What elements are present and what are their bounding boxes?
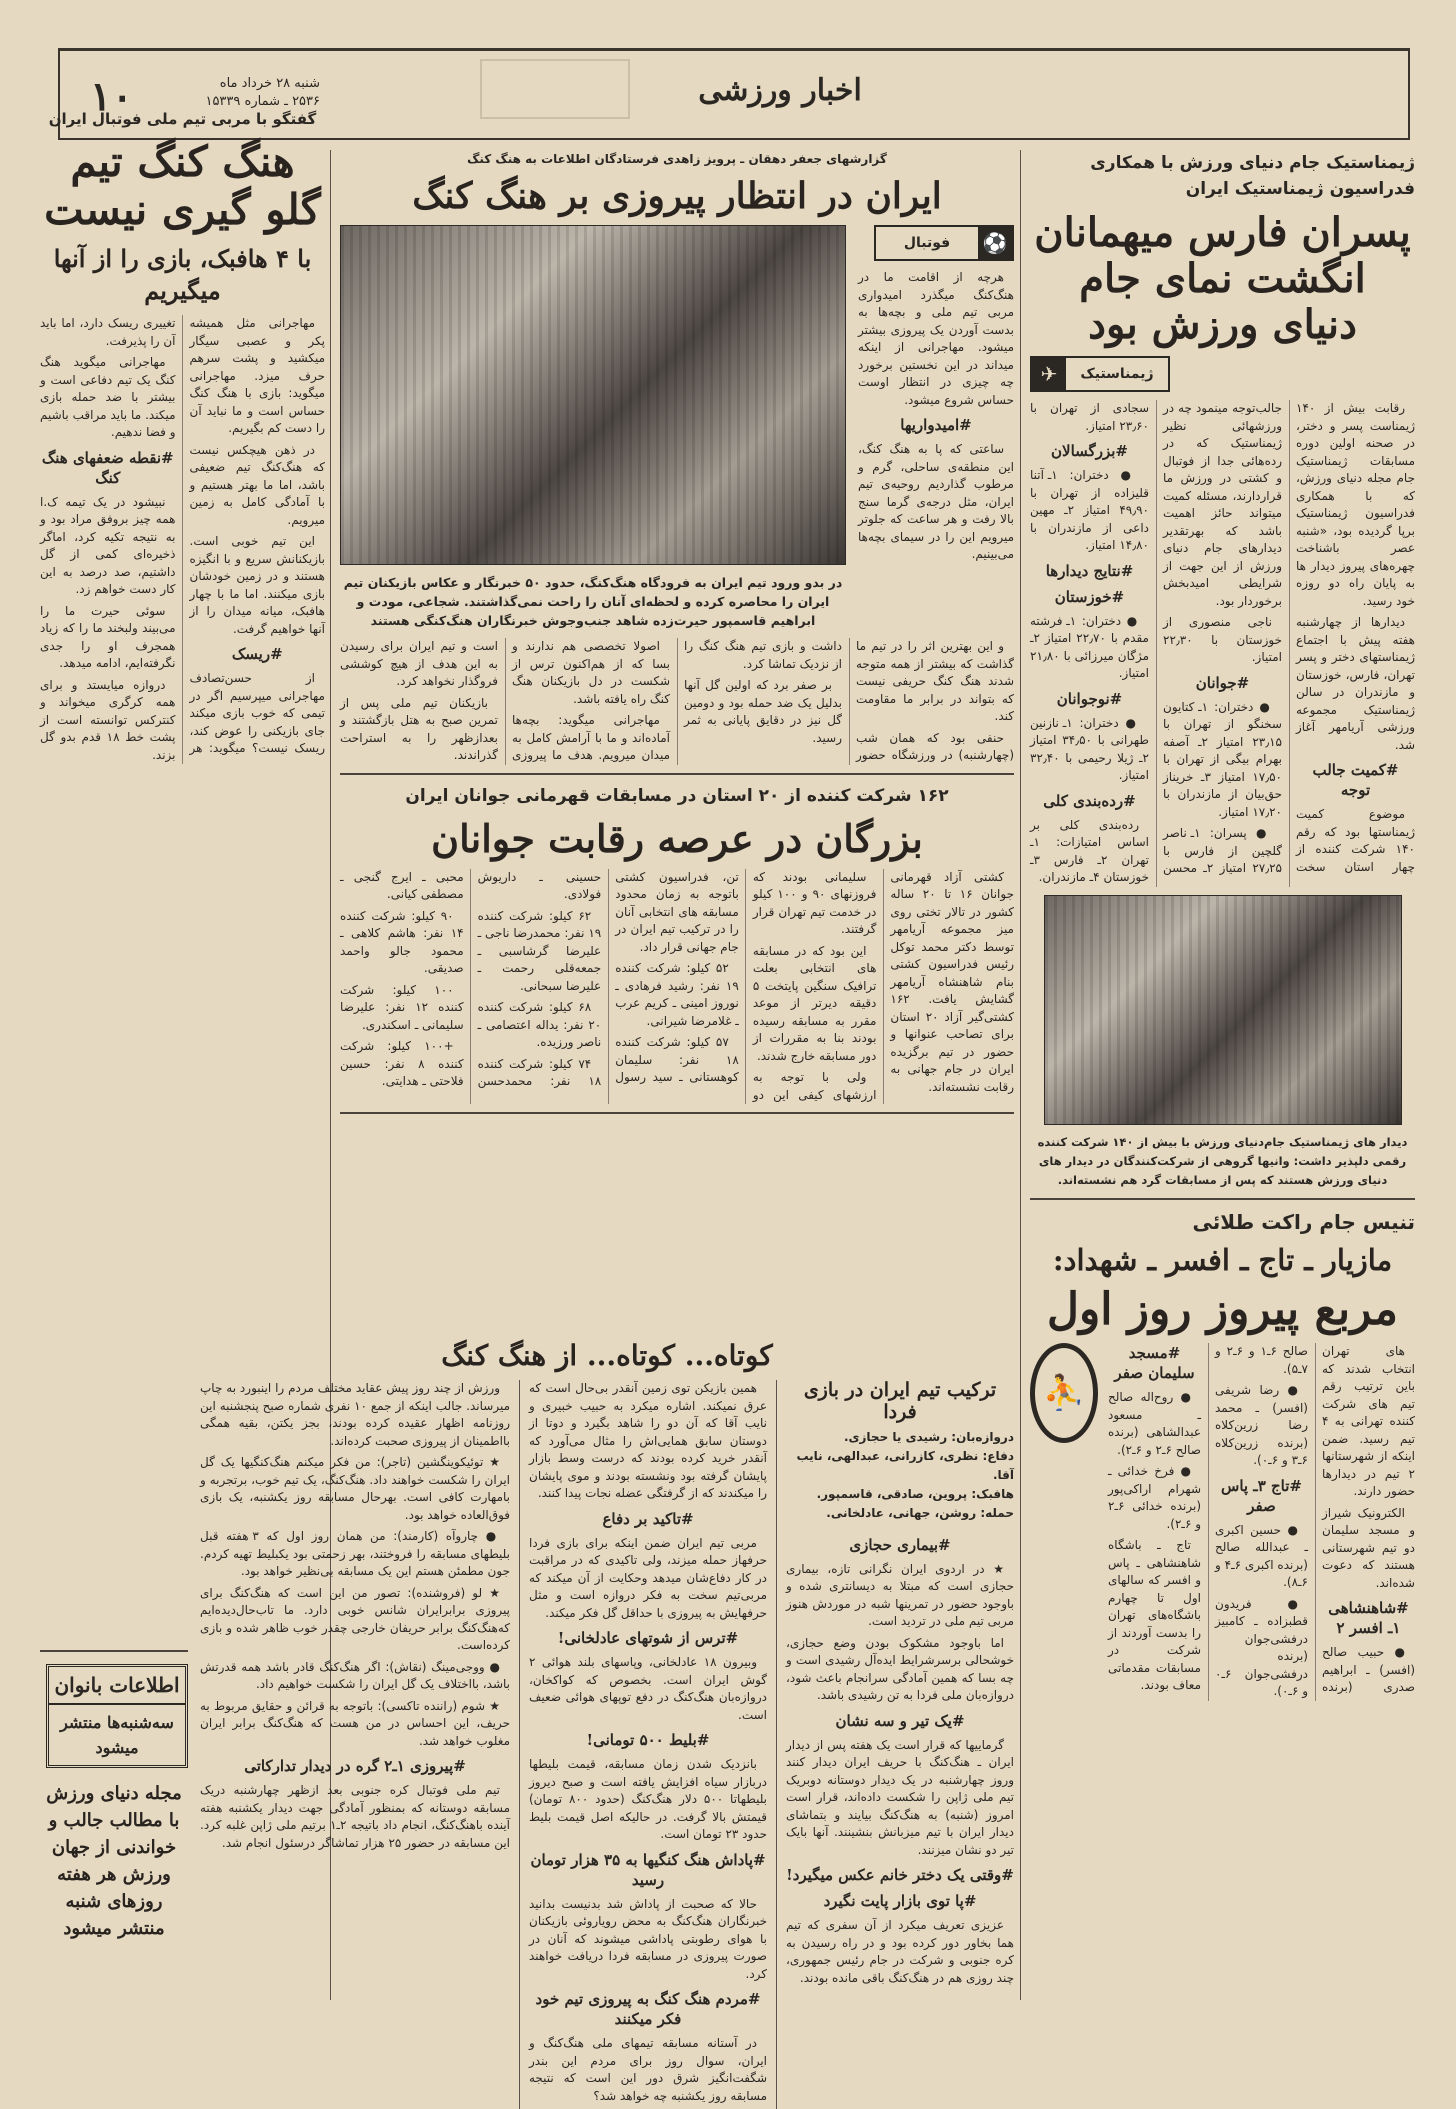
- subheading: #نتایج دیدارها: [1045, 561, 1134, 580]
- paragraph: ● پسران: ۱ـ ناصر گلچین از فارس با ۲۷٫۲۵ امتیاز ۲ـ محسن سجادی از تهران با ۲۳٫۶۰ امتیاز.: [1030, 401, 1283, 875]
- paragraph: ★ شوم (راننده تاکسی): باتوجه به قرائن و حقایق مربوط به حریف، این احساس در من هست که هنگ‌کنگ برابر ایران مغلوب خواهد شد.: [200, 1698, 510, 1748]
- football-headline: ایران در انتظار پیروزی بر هنگ کنگ: [412, 175, 942, 217]
- paragraph: الکترونیک شیراز و مسجد سلیمان دو تیم شهرستانی هستند که دعوت شده‌اند.: [1322, 1505, 1415, 1590]
- paragraph: موضوع کمیت ژیمناستها بود که رقم ۱۴۰ شرکت کننده از چهار استان سخت جالب‌توجه مینمود چه در ورزشهائی نظیر ژیمناستیک که در رده‌هائی جدا از فوتبال و کشتی در ورزش ما قراردارند، مسئله کمیت میتواند حائز اهمیت باشد که بهرتقدیر دیدارهای جام دنیای ورزش از این جهت از شرایطی امید‌بخش برخوردار بود.: [1163, 401, 1415, 874]
- paragraph: ساعتی که پا به هنگ کنگ، این منطقه‌ی ساحلی، گرم و مرطوب گذاردیم روحیه‌ی تیم ایران، مثل درجه‌ی گرما سنج بالا رفت و هر ساعت که جلوتر میرویم این را در سیمای بچه‌ها می‌بینیم.: [858, 442, 1014, 562]
- paragraph: ★ در اردوی ایران نگرانی تازه، بیماری حجازی است که مبتلا به دیسانتری شده و باوجود حضور در تمرینها شبه در موردش هنوز مربی تیم ملی در تردید است.: [786, 1561, 1014, 1629]
- section-label-football: [874, 225, 1014, 261]
- tennis-headline-2: مربع پیروز روز اول: [1047, 1283, 1398, 1335]
- paragraph: سلیمانی بودند که فروزنهای ۹۰ و ۱۰۰ کیلو در خدمت تیم تهران قرار گرفتند.: [752, 869, 877, 937]
- wrestling-headline: بزرگان در عرصه رقابت جوانان: [431, 815, 923, 861]
- paragraph: مهاجرانی مثل همیشه پکر و عصبی سیگار میکشید و پشت سرهم حرف میزد. مهاجرانی میگوید: بازی با هنگ کنگ حساس است و ما نباید آن را دست کم بگیریم.: [189, 316, 325, 436]
- center-region: [340, 150, 1014, 1114]
- subheading: #بیماری حجازی: [849, 1535, 951, 1554]
- subheading: #مسجد سلیمان صفر: [1114, 1344, 1195, 1383]
- gymnastics-kicker: [1030, 150, 1415, 202]
- paragraph: ۵۲ کیلو: شرکت کننده ۱۹ نفر: رشید فرهادی ـ نوروز امینی ـ کریم عرب ـ غلامرضا شیرانی.: [615, 961, 739, 1028]
- paragraph: ● دختران: ۱ـ آتنا قلیزاده از تهران با ۴۹٫۹۰ امتیاز ۲ـ مهین داعی از مازندران با ۱۴٫۸۰ امتیاز.: [1030, 468, 1149, 552]
- shorts-column-1: [786, 1529, 1014, 1992]
- football-player-icon: ⚽: [978, 227, 1012, 259]
- interview-subheadline: با ۴ هافبک، بازی را از آنها میگیریم: [53, 243, 312, 305]
- football-byline: گزارشهای جعفر دهقان ـ پرویز زاهدی فرستادگان اطلاعات به هنگ کنگ: [467, 152, 887, 166]
- paragraph: اصولا تخصصی هم ندارند و بسا که از هم‌اکنون ترس از شکست در دل بازیکنان هنگ کنگ راه یافته باشد.: [512, 639, 670, 706]
- interview-kicker: گفتگو با مربی تیم ملی فوتبال ایران: [48, 110, 317, 128]
- paragraph: مهاجرانی میگوید هنگ کنگ یک تیم دفاعی است و بیشتر با ضد حمله بازی میکند. ما باید مراقب باشیم و فضا ندهیم.: [40, 355, 176, 440]
- paragraph: رده‌بندی کلی بر اساس امتیازات: ۱ـ تهران ۲ـ فارس ۳ـ خوزستان ۴ـ مازندران.: [1030, 817, 1149, 884]
- subheading: #مردم هنگ کنگ به پیروزی تیم خود فکر میکنند: [535, 1990, 761, 2029]
- paragraph: ناجی منصوری از خوزستان با ۲۲٫۳۰ امتیاز.: [1163, 615, 1282, 664]
- gymnastics-article: [1030, 400, 1415, 887]
- football-photo-block: [340, 225, 846, 630]
- subheading: #وقتی یک دختر خانم عکس میگیرد!: [786, 1866, 1014, 1885]
- kicker-line: فدراسیون ژیمناستیک ایران: [1185, 179, 1415, 199]
- column-divider: [519, 1380, 520, 2109]
- paragraph: همین بازیکن توی زمین آنقدر بی‌حال است که عرق نمیکند. اشاره میکرد به حبیب خبیری و نایب آقا که آن دو را شاهد بگیرد و دوتا از دوستان سابق همایی‌اش را مثال می‌آورد که آنقدر خرید کرده بودند که درست وسط بازار پایشان گرفته بود ونشسته بودند و موی پایشان را میکندند که از گرفتگی عضله نجات پیدا کنند.: [529, 1381, 767, 1501]
- paragraph: و این بهترین اثر را در تیم ما گذاشت که بیشتر از همه متوجه شدند هنگ کنگ حریفی نیست که بتواند در برابر ما مقاومت کند.: [856, 639, 1014, 724]
- subheading: #تاکید بر دفاع: [602, 1509, 694, 1528]
- paragraph: ۶۸ کیلو: شرکت کننده ۲۰ نفر: یداله اعتصامی ـ ناصر ورزیده.: [477, 1000, 602, 1050]
- subheading: #نوجوانان: [1056, 689, 1123, 708]
- paragraph: اما باوجود مشکوک بودن وضع حجازی، خوشحالی برسرشرایط ایده‌آل رشیدی است و چه بسا که همین آمادگی سرانجام باعث شود، دروازه‌بان ملی فردا به تن رشیدی باشد.: [786, 1635, 1014, 1703]
- paragraph: ● دختران: ۱ـ کتایون سخنگو از تهران با ۲۳٫۱۵ امتیاز ۲ـ آصفه بهرام بیگی از تهران با ۱۷٫۵۰ امتیاز ۳ـ خریناز حق‌بیان از مازندران با ۱۷٫۲۰ امتیاز.: [1163, 699, 1283, 819]
- interview-region: [40, 108, 325, 764]
- paragraph: تاج ـ باشگاه شاهنشاهی ـ پاس و افسر که سالهای اول تا چهارم باشگاه‌های تهران را بدست آوردند از شرکت در مسابقات مقدماتی معاف بودند.: [1108, 1538, 1201, 1693]
- ad-title: اطلاعات بانوان: [49, 1667, 185, 1705]
- iran-team-arrival-photo: [340, 225, 846, 565]
- paragraph: بانزدیک شدن زمان مسابقه، قیمت بلیطها دربازار سیاه افزایش یافته است و صبح دیروز بلیطهاتا ۵۰۰ دلار هنگ‌کنگ (حدود ۸۰۰ تومان) قیمتش بالا گرفت. در حالیکه اصل قیمت بلیط حدود ۲۳ تومان است.: [529, 1757, 768, 1842]
- paragraph: تیم ملی فوتبال کره جنوبی بعد ازظهر چهارشنبه دریک مسابقه دوستانه که بمنظور آمادگی جهت دیدار یکشنبه هفته آینده باهنگ‌کنگ، انجام داد باتیجه ۲ـ۱ برتیم ملی ژاپن غلبه کرد. این مسابقه در حضور ۲۵ هزار تماشاگر درسئول انجام شد.: [200, 1783, 511, 1850]
- lineup-box: [786, 1380, 1014, 1523]
- wrestling-article: [340, 869, 1014, 1105]
- tennis-headline-1: مازیار ـ تاج ـ افسر ـ شهداد:: [1052, 1242, 1393, 1277]
- subheading: #شاهنشاهی ۱ـ افسر ۲: [1328, 1599, 1409, 1638]
- issue-number: ۲۵۳۶ ـ شماره ۱۵۳۳۹: [205, 94, 320, 109]
- paragraph: بر صفر برد که اولین گل آنها بدلیل یک ضد حمله بود و دومین گل نیز در دقایق پایانی به ثمر رسید.: [684, 678, 842, 745]
- paragraph: ● حبیب صالح (افسر) ـ ابراهیم صدری (برنده صالح ۶ـ۱ و ۶ـ۲ و ۷ـ۵).: [1215, 1344, 1415, 1695]
- paragraph: ● حسین اکبری ـ عبدالله صالح (برنده اکبری ۶ـ۴ و ۶ـ۸).: [1215, 1522, 1308, 1590]
- ad-line: سه‌شنبه‌ها منتشر: [60, 1713, 174, 1732]
- football-article: [340, 638, 1014, 765]
- subheading: #امیدواریها: [900, 416, 972, 435]
- tennis-article: [1108, 1343, 1415, 1701]
- lineup-goalkeeper: دروازه‌بان: رشیدی یا حجازی.: [843, 1429, 1014, 1444]
- divider: [40, 1650, 188, 1652]
- column-divider: [776, 1380, 777, 2109]
- ad-line: میشود: [95, 1738, 139, 1757]
- gymnastics-headline: پسران فارس میهمانان انگشت نمای جام دنیای ورزش بود: [1034, 209, 1411, 348]
- paragraph: ۷۴ کیلو: شرکت کننده ۱۸ نفر: محمدحسن محبی ـ ایرج گنجی ـ مصطفی کیانی.: [340, 869, 602, 1089]
- tennis-body: [1030, 1343, 1415, 1701]
- paragraph: هرچه از اقامت ما در هنگ‌کنگ میگذرد امیدواری مربی تیم ملی و بچه‌ها به بدست آوردن یک پیروزی بیشتر میشود. مهاجرانی از اینکه میداند در این نخستین برخورد چه چیزی در انتظار اوست حساس شروع میشود.: [858, 270, 1014, 407]
- paragraph: ۶۲ کیلو: شرکت کننده ۱۹ نفر: محمدرضا ناجی ـ علیرضا گرشاسبی ـ جمعه‌قلی رحمت ـ علیرضا سبحانی.: [477, 908, 602, 993]
- paragraph: رقابت بیش از ۱۴۰ ژیمناست پسر و دختر، در صحنه اولین دوره مسابقات ژیمناستیک جام مجله دنیای ورزش، که با همکاری فدراسیون ژیمناستیک برپا گردیده بود، «شنبه عصر باشناخت چهره‌های پیروز دیدار ها به پایان راه دو روزه خود رسید.: [1296, 401, 1415, 608]
- paragraph: بازیکنان تیم ملی پس از تمرین صبح به هتل بازگشتند و بعدازظهر را به استراحت گذراندند.: [340, 695, 498, 763]
- shorts-column-1-wrap: [786, 1380, 1014, 1991]
- subheading: #نقطه ضعفهای هنگ کنگ: [41, 448, 174, 487]
- wrestling-kicker: ۱۶۲ شرکت کننده از ۲۰ استان در مسابقات قهرمانی جوانان ایران: [405, 785, 949, 806]
- paragraph: ● رضا شریفی (افسر) ـ محمد رضا زرین‌کلاه (برنده زرین‌کلاه ۶ـ۳ و ۶ـ۰).: [1215, 1383, 1308, 1468]
- subheading: #خوزستان: [1054, 587, 1125, 606]
- lineup-midfield: هافبک: پروین، صادقی، قاسمپور.: [816, 1486, 1014, 1501]
- paragraph: حالا که صحبت از پاداش شد بدنیست بدانید خبرنگاران هنگ‌کنگ به محض رو‌یاروئی بازیکنان با هوای رطوبتی پاداشی میشوند که آنان در صورت پیروزی در مسابقه فردا دریافت خواهند کرد.: [529, 1896, 767, 1981]
- column-divider: [1020, 150, 1021, 2000]
- subheading: #یک تیر و سه نشان: [835, 1711, 965, 1730]
- paragraph: دروازه میایستد و برای همه کرگری میخواند و کنترکس توانسته است از پشت خط ۱۸ قدم بدو گل بزند.: [40, 677, 176, 762]
- stamp-mark: [480, 59, 630, 119]
- paragraph: مهاجرانی میگوید: بچه‌ها آماده‌اند و ما با آرامش کامل به میدان میرویم. هدف ما پیروزی است و تیم ایران برای رسیدن به این هدف از هیچ کوششی فروگذار نخواهد کرد.: [340, 639, 670, 763]
- subheading: #بلیط ۵۰۰ تومانی!: [586, 1731, 710, 1750]
- subheading: #بزرگسالان: [1051, 442, 1128, 460]
- football-side: [858, 225, 1014, 568]
- paragraph: ولی با توجه به ارزشهای کیفی این دو تن، فدراسیون کشتی باتوجه به زمان محدود مسابقه های انتخابی آنان را در ترکیب تیم ایران در جام جهانی قرار داد.: [615, 869, 877, 1102]
- tennis-logo-icon: ⛹: [1030, 1343, 1098, 1443]
- paragraph: ★ لو (فروشنده): تصور من این است که هنگ‌کنگ برای پیروزی برابرایران شانس خوبی دارد. ما تاب‌حال‌دیده‌ایم که‌هنگ‌کنگ برابر حریفان خارجی چقدر خوب ظاهر شده و بازی کرده‌است.: [200, 1585, 510, 1653]
- paragraph: در ذهن هیچکس نیست که هنگ‌کنگ تیم ضعیفی باشد، اما ما بهتر هستیم و با آمادگی کامل به زمین میرویم.: [189, 442, 325, 527]
- paragraph: مربی تیم ایران ضمن اینکه برای بازی فردا حرفهاز حمله میزند، ولی تاکیدی که در مراقبت در کار دفاع‌شان میدهد وحکایت از آن میکند که مربی‌تیم سخت به فکر دروازه است و مثل حرفهایش به پیروزی با حداقل گل فکر میکند.: [529, 1535, 767, 1620]
- paragraph: های تهران انتخاب شدند که باین ترتیب رقم تیم های شرکت کننده تهرانی به ۴ تیم رسید. ضمن اینکه از شهرستانها ۲ تیم در دیدارها حضور دارند.: [1322, 1344, 1415, 1499]
- subheading: #رده‌بندی کلی: [1043, 791, 1136, 810]
- paragraph: ● چاروآه (کارمند): من همان روز اول که ۳ هفته قبل بلیطهای مسابقه را فروختند، بهر زحمتی بود یکبلیط تهیه کردم. جون مطمئن هستم این یک مسابقه بی‌نظیر خواهد بود.: [200, 1529, 510, 1579]
- shorts-column-2: [529, 1380, 767, 2109]
- interview-article: [40, 315, 325, 764]
- paragraph: ● روح‌اله صالح ـ مسعود عبدالشاهی (برنده صالح ۶ـ۲ و ۶ـ۲).: [1108, 1390, 1201, 1457]
- paragraph: ★ توئیکوینگشین (تاجر): من فکر میکنم هنگ‌کنگیها یک گل ایران را شکست خواهند داد. هنگ‌کنگ، یک تیم خوب، برتجربه و بامهارت کافی است. بهرحال مسابقه روز یکشنبه، یک بازی فوق‌العاده خواهد بود.: [200, 1455, 510, 1522]
- paragraph: نبیشود در یک تیمه ک.ا همه چیز بروفق مراد بود و به نتیجه تکیه کرد، اماگر ذخیره‌ای کمی از گل داشتیم، صد درصد به این کار دست خواهم زد.: [40, 494, 176, 597]
- subheading: #ترس از شوتهای عادلخانی!: [557, 1629, 739, 1648]
- paragraph: ● فریدون قطبزاده ـ کامبیز درفشی‌جوان (برنده درفشی‌جوان ۶ـ۰ و ۶ـ۰).: [1215, 1596, 1308, 1699]
- paragraph: ● دختران: ۱ـ فرشته مقدم با ۲۲٫۷۰ امتیاز ۲ـ مژگان میرزائی با ۲۱٫۸۰ امتیاز.: [1030, 613, 1149, 680]
- subheading: #پا توی بازار پایت نگیرد: [823, 1892, 977, 1911]
- paragraph: ۵۷ کیلو: شرکت کننده ۱۸ نفر: سلیمان کوهستانی ـ سید رسول حسینی ـ داریوش فولادی.: [477, 869, 739, 1085]
- section-title: اخبار ورزشی: [698, 73, 862, 108]
- paragraph: گرماییها که قرار است یک هفته پس از دیدار ایران ـ هنگ‌کنگ با حریف ایران دیدار کنند وروز چهارشنبه در یک دیدار دوستانه دوبریک تیم ملی ژاپن را شکست داده‌اند، قرار است امروز (شنبه) به هنگ‌کنگ بیایند و بتماشای دیدار ایران با تیم میزبانش بنشینند. آنها بایک تیر دو نشان میزنند.: [786, 1737, 1014, 1857]
- shorts-headline: کوتاه... کوتاه... از هنگ کنگ: [441, 1339, 773, 1372]
- divider: [1030, 1198, 1415, 1200]
- gymnastics-region: [1030, 150, 1415, 1701]
- paragraph: این تیم خوبی است. بازیکنانش سریع و با انگیزه هستند و در زمین خودشان بازی میکنند. اما ما با چهار هافبک، میانه میدان را از آنها خواهیم گرفت.: [189, 534, 325, 636]
- paragraph: از حسن‌تصادف مهاجرانی میپرسیم اگر در تیمی که خوب بازی میکند جای بازیکنی را عوض کند، ریسک نیست؟ میگوید: هر تغییری ریسک دارد، اما باید آن را پذیرفت.: [40, 316, 325, 756]
- lineup-attack: حمله: روشن، جهانی، عادلخانی.: [826, 1505, 1014, 1520]
- paragraph: ● ووجی‌مینگ (نقاش): اگر هنگ‌کنگ قادر باشد همه قدرتش باشد، بااختلاف یک گل ایران را شکست خواهیم داد.: [200, 1659, 510, 1692]
- paragraph: +۱۰۰ کیلو: شرکت کننده ۸ نفر: حسین فلاحتی ـ هدایتی.: [340, 1039, 464, 1089]
- paragraph: وبیرون ۱۸ عادلخانی، وپاسهای بلند هوائی ۲ گوش ایران است. بخصوص که کواکخان، دروازه‌بان هنگ‌کنگ در دفع توپهای هوائی ضعیف است.: [529, 1655, 767, 1722]
- lineup-title: ترکیب تیم ایران در بازی فردا: [803, 1379, 997, 1424]
- subheading: #تاج ۳ـ پاس صفر: [1221, 1476, 1302, 1515]
- kicker-line: ژیمناستیک جام دنیای ورزش با همکاری: [1090, 153, 1415, 173]
- paragraph: ● فرخ خدائی ـ شهرام اراکی‌پور (برنده خدائی ۶ـ۲ و ۶ـ۲).: [1108, 1464, 1201, 1531]
- gymnast-icon: ✈: [1032, 358, 1066, 390]
- paragraph: ۱۰۰ کیلو: شرکت کننده ۱۲ نفر: علیرضا سلیمانی ـ اسکندری.: [340, 982, 464, 1032]
- football-top: [340, 225, 1014, 630]
- paragraph: سوئی حیرت ما را می‌بیند ولبخند ما را که زیاد همجرف او را جدی نگرفته‌ایم، ادامه میدهد.: [40, 603, 176, 671]
- divider: [340, 1112, 1014, 1114]
- section-label-gymnastics: [1030, 356, 1170, 392]
- label-text: فوتبال: [903, 235, 951, 252]
- paragraph: کشتی آزاد قهرمانی جوانان ۱۶ تا ۲۰ ساله کشور در تالار تختی روی میز مجموعه آریامهر توسط دکتر محمد توکل رئیس فدراسیون کشتی بنام شاهنشاه آریامهر گشایش یافت. ۱۶۲ کشتی‌گیر آزاد ۲۰ استان برای تصاحب عنوانها و حضور در تیم برگزیده ایران در جام جهانی به رقابت نشسته‌اند.: [890, 869, 1015, 1094]
- shorts-column-3: [200, 1380, 510, 1856]
- subheading: #کمیت جالب توجه: [1312, 761, 1399, 799]
- page-number: ۱۰: [90, 73, 133, 120]
- shorts-columns: [200, 1380, 1014, 2109]
- womens-supplement-ad: [46, 1664, 188, 1768]
- football-side-article: [858, 269, 1014, 568]
- left-ads: [40, 1650, 188, 1942]
- paragraph: ورزش از چند روز پیش عقاید مختلف مردم را اینبورد به چاپ میرساند. جالب اینکه از جمع ۱۰ نفری شماره صبح پنجشنبه این روزنامه اظهار عقیده کرده بودند، بجز یکتن، بقیه همگی بااطمینان از پیروزی صحبت کرده‌اند.: [200, 1381, 510, 1448]
- gymnasts-group-photo: [1044, 895, 1402, 1125]
- shorts-region: [200, 1340, 1014, 2109]
- photo-caption: دیدار های ژیمناستیک جام‌دنیای ورزش با بیش از ۱۴۰ شرکت کننده رقمی دلپذیر داشت: وانیها گروهی از شرکت‌کنندگان در دیدار های دنیای ورزش هستند که پس از مسابقات گرد هم نشسته‌اند.: [1037, 1134, 1408, 1187]
- tennis-kicker: تنیس جام راکت طلائی: [1192, 1209, 1415, 1234]
- paragraph: ● دختران: ۱ـ نازنین طهرانی با ۳۴٫۵۰ امتیاز ۲ـ ژیلا رحیمی با ۳۲٫۴۰ امتیاز.: [1030, 715, 1149, 782]
- subheading: #پاداش هنگ کنگیها به ۳۵ هزار تومان رسید: [530, 1850, 766, 1889]
- lineup-defense: دفاع: نظری، کازرانی، عبدالهی، نایب آقا.: [796, 1448, 1014, 1482]
- interview-headline: هنگ کنگ تیم گلو گیری نیست: [44, 137, 321, 235]
- date-line: شنبه ۲۸ خرداد ماه: [219, 76, 320, 91]
- magazine-ad: مجله دنیای ورزش با مطالب جالب و خواندنی از جهان ورزش هر هفته روزهای شنبه منتشر میشود: [46, 1783, 182, 1939]
- paragraph: عزیزی تعریف میکرد از آن سفری که تیم هما بخاور دور کرده بود و در راه رسیدن به کره جنوبی و شرکت در جام رئیس جمهوری، چند روزی هم در هنگ‌کنگ باقی مانده بودند.: [786, 1918, 1014, 1985]
- photo-caption: در بدو ورود تیم ایران به فرودگاه هنگ‌کنگ، حدود ۵۰ خبرنگار و عکاس بازیکنان تیم ایران را محاصره کرده و لحظه‌ای آنان را راحت نمی‌گذاشتند. شجاعی، مودت و ابراهیم قاسمپور حیرت‌زده شاهد جنب‌وجوش خبرنگاران هنگ‌کنگی هستند: [343, 575, 843, 629]
- paragraph: ۹۰ کیلو: شرکت کننده ۱۴ نفر: هاشم کلاهی ـ محمود جالو واحمد صدیقی.: [340, 908, 464, 976]
- label-text: ژیمناستیک: [1080, 366, 1154, 382]
- subheading: #ریسک: [231, 645, 283, 664]
- subheading: #پیروزی ۱ـ۲ گره در دیدار تدارکاتی: [244, 1757, 466, 1776]
- paragraph: حنفی بود که همان شب (چهارشنبه) در ورزشگاه حضور داشت و بازی تیم هنگ کنگ را از نزدیک تماشا کرد.: [684, 639, 1014, 763]
- issue-date: [150, 75, 320, 111]
- divider: [340, 773, 1014, 775]
- subheading: #جوانان: [1195, 673, 1250, 692]
- paragraph: در آستانه مسابقه تیمهای ملی هنگ‌کنگ و ایران، سوال روز برای مردم این بندر شگفت‌انگیز شرق دور این است که نتیجه مسابقه روز یکشنبه چه خواهد شد؟: [529, 2036, 767, 2103]
- paragraph: دیدارها از چهارشنبه هفته پیش با اجتماع ژیمناستهای دختر و پسر تهران، فارس، خوزستان و مازندران در سالن ژیمناستیک مجموعه ورزشی آریامهر آغاز شد.: [1296, 615, 1415, 752]
- paragraph: این بود که در مسابقه های انتخابی بعلت ترافیک سنگین پایتخت ۵ دقیقه دیرتر از موعد مقرر به مسابقه رسیده بودند بنا به مقررات از دور مسابقه خارج شدند.: [752, 943, 877, 1063]
